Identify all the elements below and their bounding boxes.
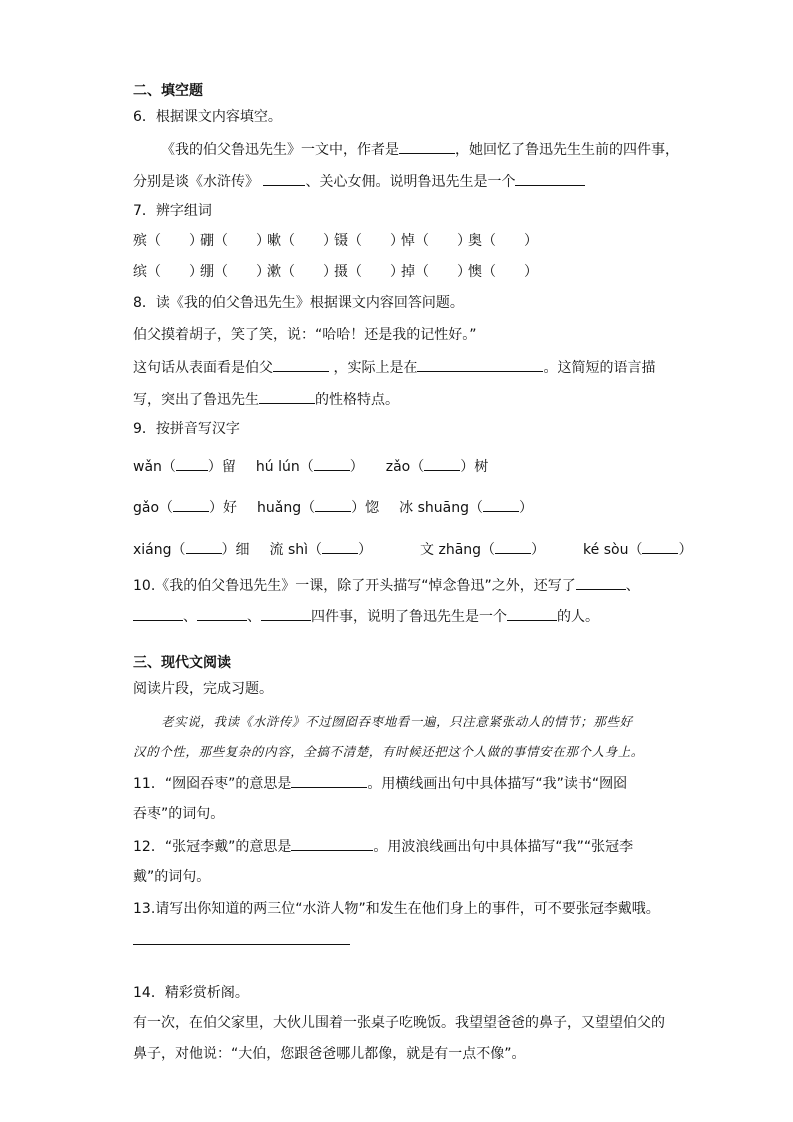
q9-char-blank[interactable] [424,456,460,471]
q10-event-blank[interactable] [261,606,311,621]
q12-line2: 戴”的词句。 [133,869,211,885]
section-title-reading: 三、现代文阅读 [133,655,231,671]
q6-line2-text-b: 、关心女佣。说明鲁迅先生是一个 [305,174,516,190]
q9-char-blank[interactable] [322,539,358,554]
q9-pinyin: huǎng（ [257,500,316,516]
q9-char-blank[interactable] [314,456,350,471]
q9-stem: 9．按拼音写汉字 [133,421,240,437]
q9-row-1 [133,456,488,477]
q9-suffix: ）细 [221,542,250,558]
q9-pinyin: xiáng（ [133,542,186,558]
q10-line2 [133,606,599,627]
q10-person-blank[interactable] [507,606,557,621]
passage-line-2: 汉的个性，那些复杂的内容，全搞不清楚，有时候还把这个人做的事情安在那个人身上。 [133,744,644,759]
q6-stem: 6．根据课文内容填空。 [133,109,282,125]
q14-para-line-2: 鼻子，对他说：“大伯，您跟爸爸哪儿都像，就是有一点不像”。 [133,1046,526,1062]
q9-pinyin: zǎo（ [385,459,425,475]
reading-intro: 阅读片段，完成习题。 [133,681,273,697]
q12-line1 [133,836,633,857]
q9-char-blank[interactable] [173,497,209,512]
q11-text-b: 。用横线画出句中具体描写“我”读书“囫囵 [367,776,628,792]
q14-stem: 14．精彩赏析阁。 [133,985,249,1001]
q9-suffix: ）好 [209,500,238,516]
q9-char-blank[interactable] [315,497,351,512]
q6-line1-text-b: ，她回忆了鲁迅先生生前的四件事， [455,142,679,158]
q9-suffix: ）留 [207,459,236,475]
q9-char-blank[interactable] [483,497,519,512]
q9-suffix: ） [518,500,533,516]
q10-sep: 、 [625,578,640,594]
q7-item[interactable]: 镊（ ） [334,233,404,249]
q9-char-blank[interactable] [642,539,678,554]
q6-line2 [133,171,585,192]
q12-text-a: 12．“张冠李戴”的意思是 [133,839,292,855]
q10-event-blank[interactable] [197,606,247,621]
passage-line-1: 老实说，我读《水浒传》不过囫囵吞枣地看一遍，只注意紧张动人的情节；那些好 [161,714,633,729]
q9-suffix: ）树 [460,459,489,475]
q9-suffix: ） [678,542,693,558]
q9-char-blank[interactable] [495,539,531,554]
q9-pinyin: 冰 shuāng（ [399,500,483,516]
q8-line2 [133,389,399,410]
q11-meaning-blank[interactable] [291,773,367,788]
q12-text-b: 。用波浪线画出句中具体描写“我”“张冠李 [373,839,634,855]
q8-trait-blank[interactable] [259,389,315,404]
q9-pinyin: 流 shì（ [269,542,323,558]
q13-question: 13.请写出你知道的两三位“水浒人物”和发生在他们身上的事件，可不要张冠李戴哦。 [133,901,660,917]
q10-line1 [133,575,640,596]
q6-line1 [161,139,679,160]
q9-char-blank[interactable] [176,456,208,471]
q7-item[interactable]: 悼（ ） [401,233,471,249]
q7-row-1 [133,231,538,251]
q8-quote: 伯父摸着胡子，笑了笑，说：“哈哈！还是我的记性好。” [133,327,477,343]
q7-item[interactable]: 嗽（ ） [267,233,337,249]
q7-item[interactable]: 硼（ ） [200,233,270,249]
q8-line1 [133,357,655,378]
q9-pinyin: hú lún（ [255,459,314,475]
q8-line1-text-a: 这句话从表面看是伯父 [133,360,273,376]
q6-person-blank[interactable] [515,171,585,186]
q9-suffix: ） [358,542,373,558]
q6-line1-text-a: 《我的伯父鲁迅先生》一文中，作者是 [161,142,399,158]
q12-meaning-blank[interactable] [291,836,373,851]
q9-char-blank[interactable] [186,539,222,554]
q11-line1 [133,773,627,794]
q6-line2-text-a: 分别是谈《水浒传》 [133,174,259,190]
q7-stem: 7．辨字组词 [133,203,212,219]
q8-surface-blank[interactable] [273,357,329,372]
q7-item[interactable]: 懊（ ） [468,264,538,280]
q9-row-3 [133,539,692,560]
q7-item[interactable]: 摄（ ） [334,264,404,280]
q10-event-blank[interactable] [576,575,626,590]
q9-row-2 [133,497,533,518]
q7-row-2 [133,262,538,282]
q8-line2-text-b: 的性格特点。 [315,392,399,408]
q7-item[interactable]: 绷（ ） [200,264,270,280]
q10-line2-end: 的人。 [557,609,599,625]
q9-pinyin: 文 zhāng（ [420,542,496,558]
q10-event-blank[interactable] [133,606,183,621]
q10-sep: 、 [183,609,197,625]
q7-item[interactable]: 殡（ ） [133,233,203,249]
q8-line1-text-b: ，实际上是在 [333,360,418,376]
q9-pinyin: ké sòu（ [583,542,643,558]
q9-pinyin: wǎn（ [133,459,176,475]
q10-line1-text: 10.《我的伯父鲁迅先生》一课，除了开头描写“悼念鲁迅”之外，还写了 [133,578,576,594]
q10-sep: 、 [247,609,261,625]
q14-para-line-1: 有一次，在伯父家里，大伙儿围着一张桌子吃晚饭。我望望爸爸的鼻子，又望望伯父的 [133,1015,665,1031]
q7-item[interactable]: 掉（ ） [401,264,471,280]
q6-event-blank[interactable] [263,171,305,186]
q10-line2-text: 四件事，说明了鲁迅先生是一个 [311,609,507,625]
q11-line2: 吞枣”的词句。 [133,806,225,822]
q6-author-blank[interactable] [399,139,455,154]
q9-suffix: ） [349,459,364,475]
q7-item[interactable]: 缤（ ） [133,264,203,280]
q8-stem: 8．读《我的伯父鲁迅先生》根据课文内容回答问题。 [133,295,464,311]
q8-actual-blank[interactable] [417,357,543,372]
section-title-fill-blank: 二、填空题 [133,83,203,99]
q9-suffix: ）惚 [351,500,380,516]
q13-answer-line[interactable] [133,944,350,945]
q11-text-a: 11．“囫囵吞枣”的意思是 [133,776,292,792]
q7-item[interactable]: 漱（ ） [267,264,337,280]
q7-item[interactable]: 奥（ ） [468,233,538,249]
q8-line2-text-a: 写，突出了鲁迅先生 [133,392,259,408]
q9-pinyin: gǎo（ [133,500,174,516]
q8-line1-text-c: 。这简短的语言描 [543,360,656,376]
q9-suffix: ） [531,542,546,558]
